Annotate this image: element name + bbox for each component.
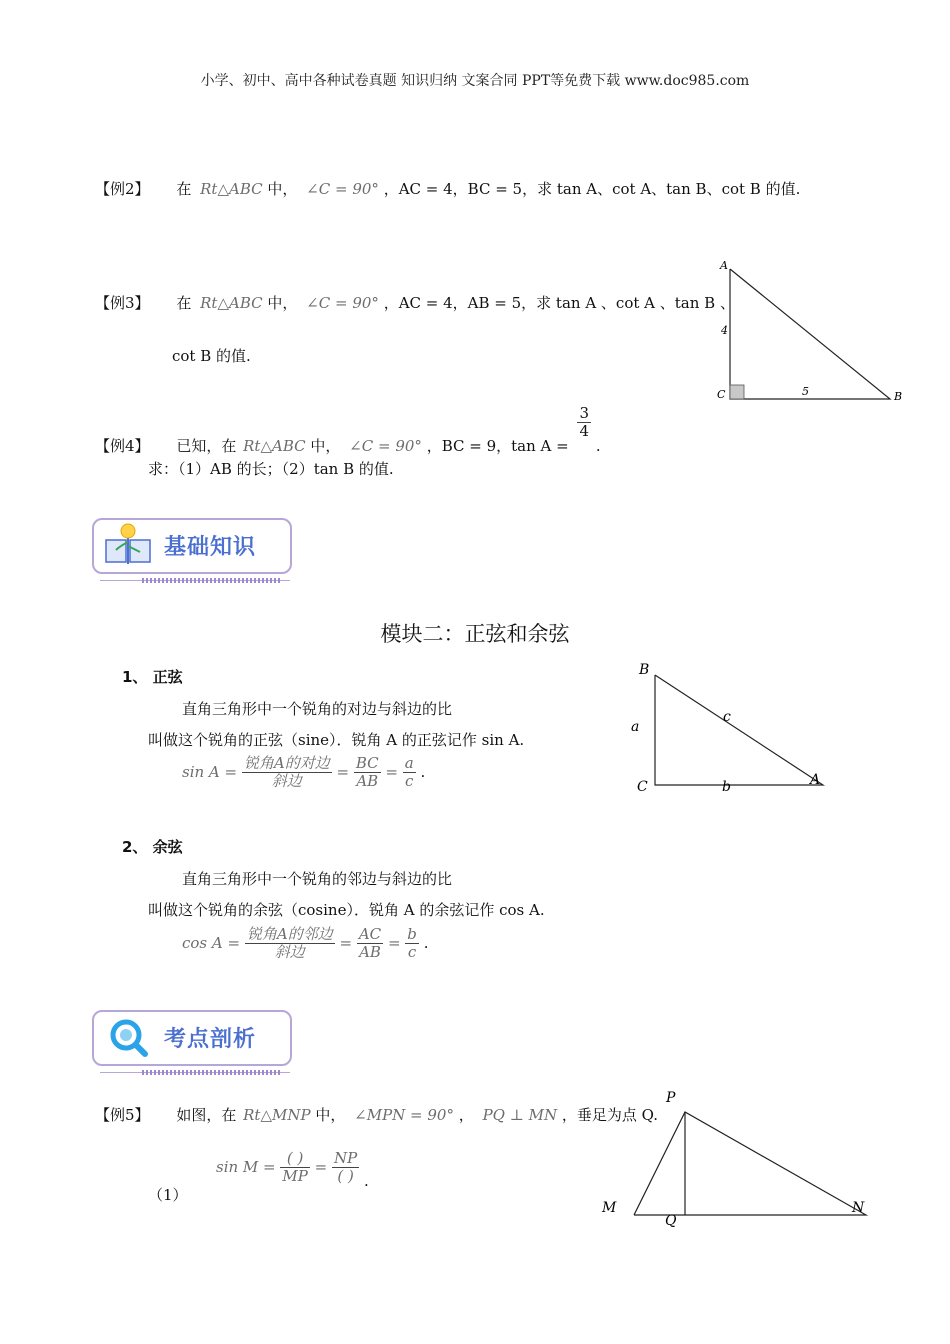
numerator: AC — [358, 925, 382, 943]
text: 已知，在 — [176, 436, 237, 455]
fraction-letters — [405, 926, 419, 962]
angle-condition: ∠C = 90° — [306, 294, 379, 312]
text: 中， — [310, 436, 341, 455]
triangle-outline — [730, 269, 890, 399]
vertex-a-label: A — [810, 772, 821, 788]
angle-condition: ∠MPN = 90° — [354, 1106, 454, 1124]
fraction-word — [242, 755, 332, 791]
equals: = — [385, 762, 398, 781]
triangle-notation: Rt△ABC — [243, 436, 306, 455]
denominator: c — [405, 943, 419, 961]
module-title: 模块二：正弦和余弦 — [380, 622, 570, 646]
lightbulb-book-icon — [102, 522, 154, 568]
text: ， — [458, 1106, 474, 1124]
angle-condition: ∠C = 90° — [349, 436, 422, 455]
sine-formula — [182, 755, 425, 791]
numerator: 锐角A的对边 — [243, 754, 330, 772]
equals: = — [314, 1157, 328, 1176]
denominator: c — [403, 772, 416, 790]
example-5-formula — [216, 1149, 369, 1190]
text: . — [595, 436, 601, 455]
banner-stripes — [142, 578, 282, 583]
numerator: a — [404, 754, 414, 772]
text: 中， — [267, 180, 298, 198]
section-heading-sine: 1、 正弦 — [122, 668, 183, 686]
sine-description-2: 叫做这个锐角的正弦（sine）．锐角 A 的正弦记作 sin A. — [148, 731, 525, 749]
cosine-description-2: 叫做这个锐角的余弦（cosine）．锐角 A 的余弦记作 cos A. — [148, 901, 545, 919]
question-text: ，AC = 4，BC = 5，求 tan A、cot A、tan B、cot B 的值. — [383, 180, 801, 198]
page-header: 小学、初中、高中各种试卷真题 知识归纳 文案合同 PPT等免费下载 www.doc985.com — [200, 73, 750, 89]
perpendicular-condition: PQ ⊥ MN — [482, 1106, 558, 1124]
formula-lhs: sin M = — [216, 1157, 276, 1176]
denominator: 斜边 — [245, 943, 335, 961]
example-label: 【例3】 — [95, 294, 150, 312]
text: 如图，在 — [176, 1106, 237, 1124]
angle-condition: ∠C = 90° — [306, 180, 379, 198]
fraction-letters — [403, 755, 416, 791]
denominator: AB — [357, 943, 383, 961]
text: 中， — [267, 294, 298, 312]
formula-lhs: sin A = — [182, 762, 238, 781]
fraction-sides — [357, 926, 383, 962]
vertex-a-label: A — [720, 259, 728, 272]
example-label: 【例2】 — [95, 180, 150, 198]
numerator: b — [407, 925, 417, 943]
formula-end: . — [364, 1171, 369, 1190]
question-text: ，BC = 9，tan A = — [426, 436, 569, 455]
equals: = — [336, 762, 350, 781]
question-text: ，AC = 4，AB = 5，求 tan A 、cot A 、tan B 、 — [383, 294, 735, 312]
banner-title: 考点剖析 — [164, 1027, 257, 1052]
text: 在 — [176, 180, 192, 198]
text: 在 — [176, 294, 192, 312]
triangle-outline — [655, 675, 823, 785]
text: 中， — [315, 1106, 346, 1124]
triangle-notation: Rt△ABC — [200, 294, 263, 312]
formula-end: . — [423, 933, 429, 952]
side-a-label: a — [631, 719, 640, 735]
section-banner-exam-analysis — [92, 1010, 292, 1072]
numerator: NP — [334, 1149, 358, 1167]
example-4 — [95, 404, 601, 455]
section-banner-basic-knowledge — [92, 518, 292, 580]
magnifier-icon — [102, 1014, 154, 1060]
banner-title: 基础知识 — [164, 535, 257, 560]
example-label: 【例5】 — [95, 1106, 150, 1124]
triangle-figure-abc — [710, 255, 910, 410]
side-b-label: b — [722, 779, 731, 795]
denominator: 斜边 — [242, 772, 332, 790]
fraction-sides — [354, 755, 381, 791]
side-cb-label: 5 — [802, 385, 809, 398]
vertex-b-label: B — [639, 662, 650, 678]
triangle-figure-mnp — [590, 1082, 880, 1242]
equals: = — [339, 933, 353, 952]
numerator: 3 — [579, 404, 590, 422]
banner-stripes — [142, 1070, 282, 1075]
formula-lhs: cos A = — [182, 933, 241, 952]
fraction-blank-over-mp — [280, 1150, 309, 1186]
example-5 — [95, 1104, 658, 1125]
formula-end: . — [420, 762, 426, 781]
numerator: BC — [355, 754, 379, 772]
side-ac-label: 4 — [721, 324, 728, 337]
vertex-c-label: C — [717, 388, 726, 401]
vertex-n-label: N — [852, 1200, 865, 1216]
example-label: 【例4】 — [95, 436, 150, 455]
triangle-figure-bca — [625, 655, 855, 800]
vertex-p-label: P — [666, 1090, 676, 1106]
numerator-blank[interactable]: ( ) — [286, 1149, 304, 1167]
example-2 — [95, 178, 800, 199]
text: ，垂足为点 Q. — [561, 1106, 658, 1124]
cosine-description-1: 直角三角形中一个锐角的邻边与斜边的比 — [182, 870, 453, 888]
side-c-label: c — [723, 709, 731, 725]
denominator: 4 — [579, 422, 590, 441]
right-angle-mark — [730, 385, 744, 399]
section-heading-cosine: 2、 余弦 — [122, 838, 183, 856]
example-5-part-1-label: （1） — [148, 1186, 188, 1204]
triangle-notation: Rt△ABC — [200, 180, 263, 198]
triangle-notation: Rt△MNP — [243, 1106, 311, 1124]
denominator-blank[interactable]: ( ) — [332, 1167, 359, 1185]
fraction-word — [245, 926, 335, 962]
numerator: 锐角A的邻边 — [246, 925, 333, 943]
vertex-c-label: C — [637, 779, 648, 795]
vertex-m-label: M — [602, 1200, 617, 1216]
triangle-outline — [634, 1112, 866, 1215]
foot-q-label: Q — [665, 1213, 677, 1229]
vertex-b-label: B — [894, 390, 903, 403]
example-3 — [95, 292, 735, 313]
example-4-line2: 求：（1）AB 的长；（2）tan B 的值. — [148, 460, 394, 478]
fraction-three-quarters — [577, 405, 591, 441]
equals: = — [387, 933, 401, 952]
denominator: MP — [282, 1167, 308, 1186]
example-3-line2: cot B 的值. — [172, 347, 251, 365]
fraction-np-over-blank — [332, 1150, 359, 1186]
cosine-formula — [182, 926, 428, 962]
sine-description-1: 直角三角形中一个锐角的对边与斜边的比 — [182, 700, 453, 718]
denominator: AB — [354, 772, 381, 790]
